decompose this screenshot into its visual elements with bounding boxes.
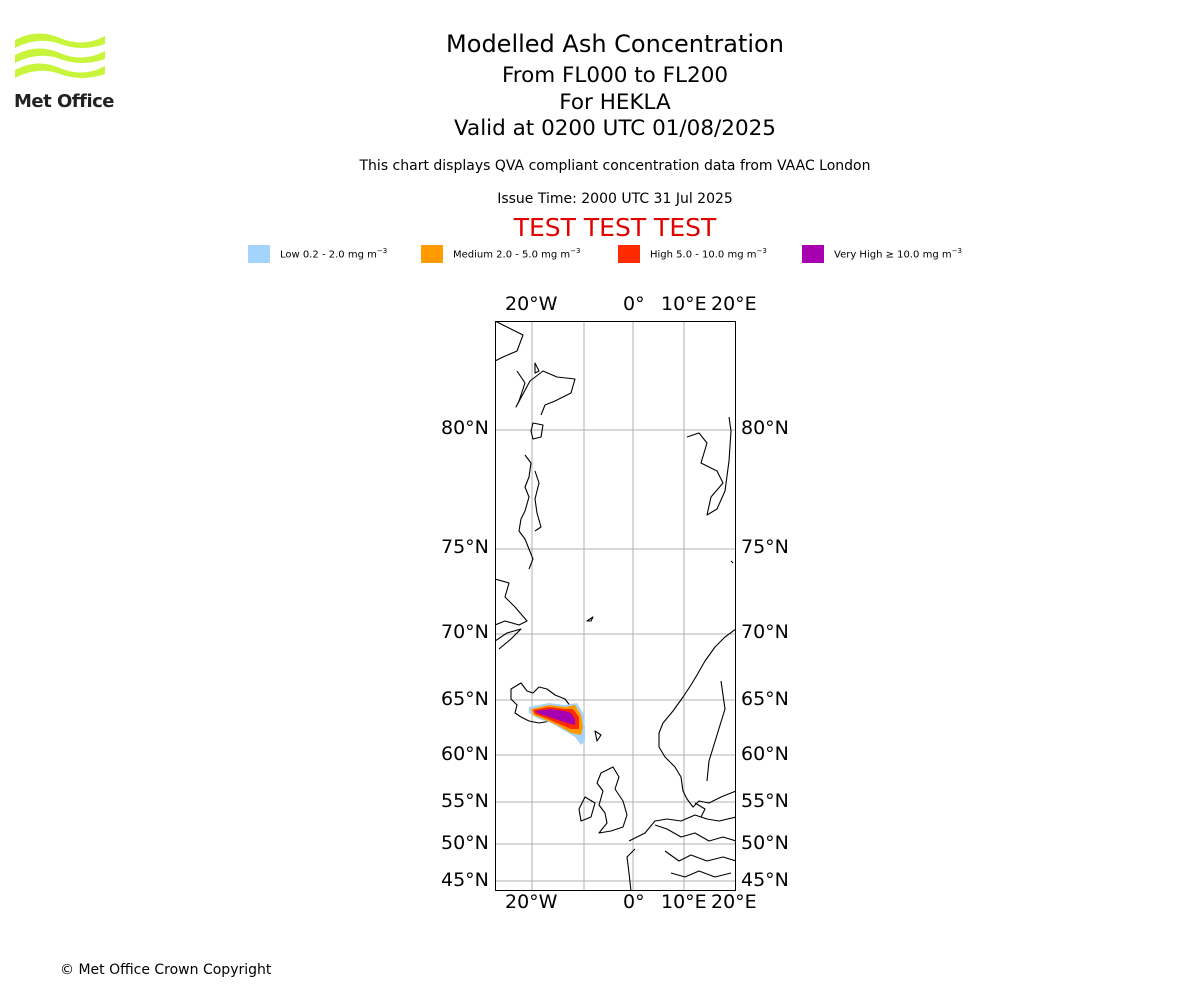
test-banner: TEST TEST TEST [513,213,717,242]
lat-label-left-65n: 65°N [441,688,489,710]
legend-label-low: Low 0.2 - 2.0 mg $m^{-3}$ [280,247,388,261]
border-europe-3 [671,871,731,877]
legend-swatch-high [618,245,640,263]
legend-swatch-low [248,245,270,263]
lon-label-top-20e: 20°E [711,293,757,315]
lon-label-bottom-10e: 10°E [661,891,707,913]
lon-label-bottom-0: 0° [623,891,645,913]
lon-label-top-0: 0° [623,293,645,315]
coast-greenland-southeast [495,579,527,625]
legend-label-medium: Medium 2.0 - 5.0 mg $m^{-3}$ [453,247,581,261]
coast-island-2 [531,423,543,439]
lat-label-right-65n: 65°N [741,688,789,710]
coast-svalbard [687,417,731,515]
coast-greenland-northeast [516,371,575,415]
border-europe-2 [665,851,736,861]
issue-time: Issue Time: 2000 UTC 31 Jul 2025 [497,191,733,207]
lat-label-left-50n: 50°N [441,832,489,854]
coast-island-1 [535,363,539,373]
lon-label-bottom-20w: 20°W [505,891,558,913]
lon-label-bottom-20e: 20°E [711,891,757,913]
legend-item-medium [421,245,580,263]
lat-label-left-75n: 75°N [441,536,489,558]
coastlines [495,321,736,891]
coast-greenland-east [519,455,533,569]
legend-swatch-medium [421,245,443,263]
chart-description: This chart displays QVA compliant concentration data from VAAC London [359,158,871,174]
coast-greenland-north [495,321,523,361]
valid-time: Valid at 0200 UTC 01/08/2025 [453,116,776,141]
lat-label-right-70n: 70°N [741,621,789,643]
lon-label-top-20w: 20°W [505,293,558,315]
ash-map [495,321,736,891]
lat-label-right-45n: 45°N [741,869,789,891]
lat-label-left-60n: 60°N [441,743,489,765]
legend-label-high: High 5.0 - 10.0 mg $m^{-3}$ [650,247,767,261]
copyright-notice: © Met Office Crown Copyright [60,962,272,978]
met-office-logo-text: Met Office [14,91,115,112]
lat-label-left-70n: 70°N [441,621,489,643]
lat-label-right-55n: 55°N [741,790,789,812]
coast-greenland-tip [495,629,521,649]
legend-item-very-high [802,245,962,263]
coast-jan-mayen [587,617,593,621]
coast-greenland-east-2 [535,471,541,531]
border-europe-1 [655,825,736,841]
lat-label-right-75n: 75°N [741,536,789,558]
coast-faroe [595,731,601,741]
lat-label-right-60n: 60°N [741,743,789,765]
legend-item-low [248,245,387,263]
lon-label-top-10e: 10°E [661,293,707,315]
legend-swatch-very-high [802,245,824,263]
legend-item-high [618,245,767,263]
lat-label-right-80n: 80°N [741,417,789,439]
lat-label-right-50n: 50°N [741,832,789,854]
chart-title: Modelled Ash Concentration [446,30,784,58]
volcano-name: For HEKLA [559,90,671,115]
coast-france-west [627,849,635,891]
coast-ireland [579,797,595,821]
lat-label-left-80n: 80°N [441,417,489,439]
ash-plume [529,703,585,745]
coast-great-britain [597,767,627,833]
legend-label-very-high: Very High ≥ 10.0 mg $m^{-3}$ [834,247,962,261]
coast-sweden-gulf [707,681,725,781]
coast-denmark [695,803,705,817]
lat-label-left-45n: 45°N [441,869,489,891]
lat-label-left-55n: 55°N [441,790,489,812]
coast-bear-island [731,561,733,563]
flight-level-range: From FL000 to FL200 [501,63,729,88]
coast-norway [659,629,736,807]
